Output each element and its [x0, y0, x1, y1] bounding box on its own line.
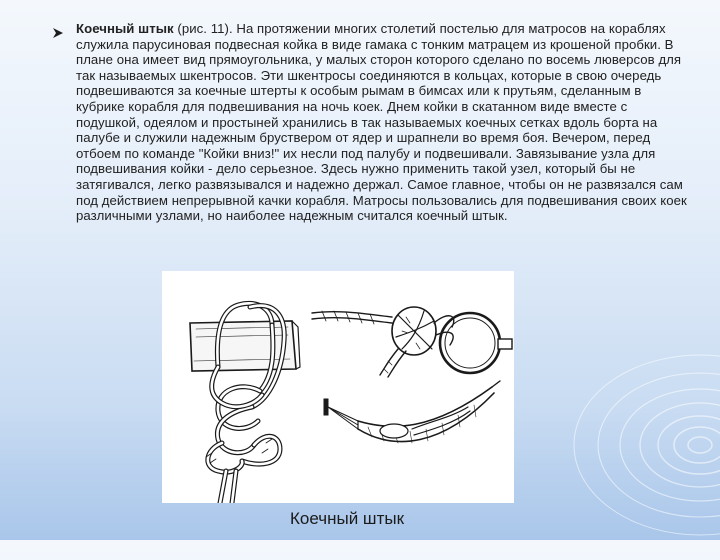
arrowhead-bullet-icon: [52, 27, 64, 39]
hammock-drawing: [324, 381, 500, 443]
slide-body-text: [76, 21, 688, 224]
knot-illustration: [162, 271, 514, 503]
knot-on-ring-drawing: [312, 307, 512, 377]
paragraph-text: (рис. 11). На протяжении многих столетий постелью для матросов на кораблях служила парусиновая подвесная койка в виде гамака с тонким матрацем из крошеной пробки. В плане она имеет вид прямоугольника, у малых сторон которого сделано по восемь люверсов для так называемых шкентросов. Эти шкентросы соединяются в кольцах, которые в свою очередь подвешиваются за коечные штерты к особым рымам в бимсах или к прутьям, сделанным в кубрике корабля для подвешивания на ночь коек. Днем койки в скатанном виде вместе с подушкой, одеялом и простыней хранились в так называемых коечных сетках вдоль борта на палубе и служили надежным бруствером от ядер и шрапнели во время боя. Вечером, перед отбоем по команде "Койки вниз!" их несли под палубу и подвешивали. Завязывание узла для подвешивания койки - дело серьезное. Здесь нужно применить такой узел, который бы не затягивался, легко развязывался и надежно держал. Самое главное, чтобы он не развязался сам под действием непрерывной качки корабля. Матросы пользовались для подвешивания своих коек различными узлами, но наиболее надежным считался коечный штык.: [76, 21, 687, 224]
term-heading: Коечный штык: [76, 21, 174, 36]
knot-drawing: [162, 271, 514, 503]
figure-caption: Коечный штык: [290, 509, 405, 528]
knot-on-bar-drawing: [190, 303, 300, 503]
